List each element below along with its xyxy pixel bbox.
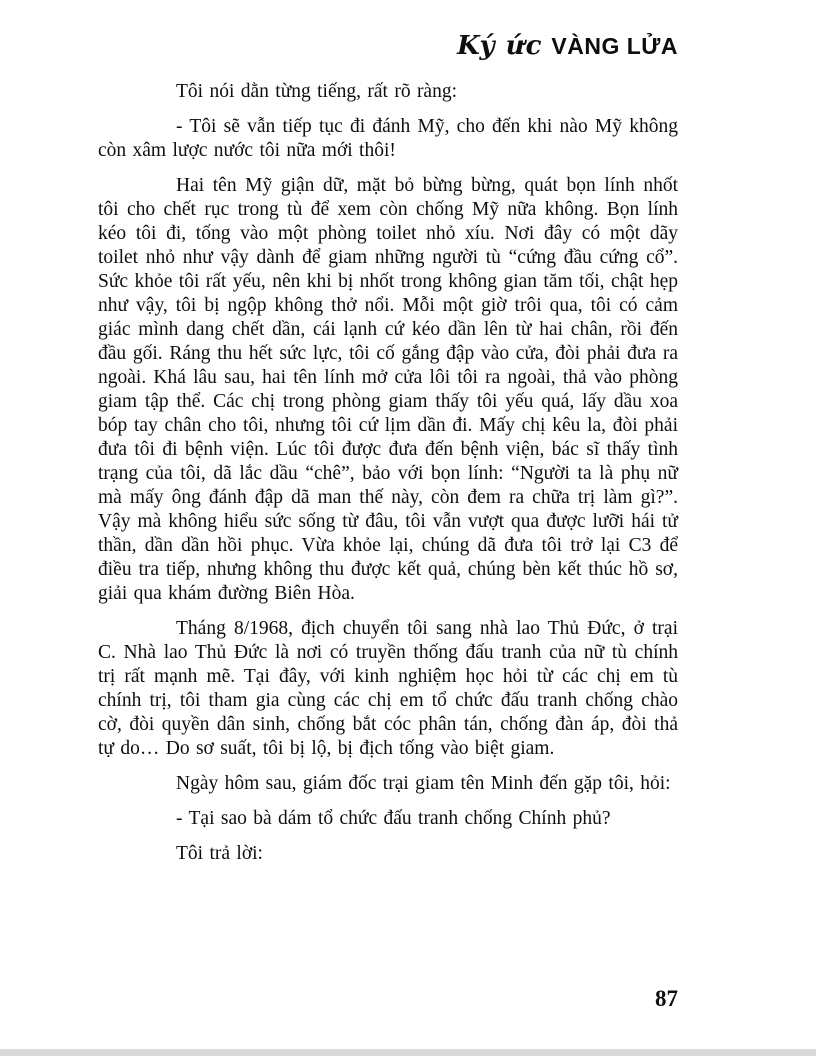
header-series-script: Ký ức [457, 31, 543, 61]
paragraph-6: - Tại sao bà dám tổ chức đấu tranh chống Chính phủ? [176, 808, 611, 829]
page-number: 87 [655, 986, 678, 1011]
header-book-title: VÀNG LỬA [551, 33, 678, 59]
paragraph-7: Tôi trả lời: [176, 843, 263, 864]
running-header [98, 31, 678, 61]
paragraph-1: Tôi nói dằn từng tiếng, rất rõ ràng: [176, 81, 458, 102]
paragraph-2: - Tôi sẽ vẫn tiếp tục đi đánh Mỹ, cho đến khi nào Mỹ không còn xâm lược nước tôi nữa mới thôi! [98, 116, 678, 161]
paragraph-4: Tháng 8/1968, địch chuyển tôi sang nhà lao Thủ Đức, ở trại C. Nhà lao Thủ Đức là nơi có truyền thống đấu tranh của nữ tù chính trị rất mạnh mẽ. Tại đây, với kinh nghiệm học hỏi từ các chị em tù chính trị, tôi tham gia cùng các chị em tổ chức đấu tranh chống chào cờ, đòi quyền dân sinh, chống bắt cóc phân tán, chống đàn áp, đòi thả tự do… Do sơ suất, tôi bị lộ, bị địch tống vào biệt giam. [98, 618, 678, 759]
scan-edge [0, 1049, 816, 1056]
page-body [98, 80, 678, 877]
paragraph-3: Hai tên Mỹ giận dữ, mặt bỏ bừng bừng, quát bọn lính nhốt tôi cho chết rục trong tù để xem còn chống Mỹ nữa không. Bọn lính kéo tôi đi, tống vào một phòng toilet nhỏ xíu. Nơi đây có một dãy toilet nhỏ như vậy dành để giam những người tù “cứng đầu cứng cổ”. Sức khỏe tôi rất yếu, nên khi bị nhốt trong không gian tăm tối, chật hẹp như vậy, tôi bị ngộp không thở nổi. Mỗi một giờ trôi qua, tôi có cảm giác mình dang chết dần, cái lạnh cứ kéo dần lên từ hai chân, rồi đến đầu gối. Ráng thu hết sức lực, tôi cố gắng đập vào cửa, đòi phải đưa ra ngoài. Khá lâu sau, hai tên lính mở cửa lôi tôi ra ngoài, thả vào phòng giam tập thể. Các chị trong phòng giam thấy tôi yếu quá, lấy dầu xoa bóp tay chân cho tôi, nhưng tôi cứ lịm dần đi. Mấy chị kêu la, đòi phải đưa tôi đi bệnh viện. Lúc tôi được đưa đến bệnh viện, bác sĩ thấy tình trạng của tôi, dã lắc dầu “chê”, bảo với bọn lính: “Người ta là phụ nữ mà mấy ông đánh đập dã man thế này, còn đem ra chữa trị làm gì?”. Vậy mà không hiểu sức sống từ đâu, tôi vẫn vượt qua được lưỡi hái tử thần, dần dần hồi phục. Vừa khỏe lại, chúng dã đưa tôi trở lại C3 để điều tra tiếp, nhưng không thu được kết quả, chúng bèn kết thúc hồ sơ, giải qua khám đường Biên Hòa. [98, 175, 678, 604]
paragraph-5: Ngày hôm sau, giám đốc trại giam tên Minh đến gặp tôi, hỏi: [176, 773, 671, 794]
